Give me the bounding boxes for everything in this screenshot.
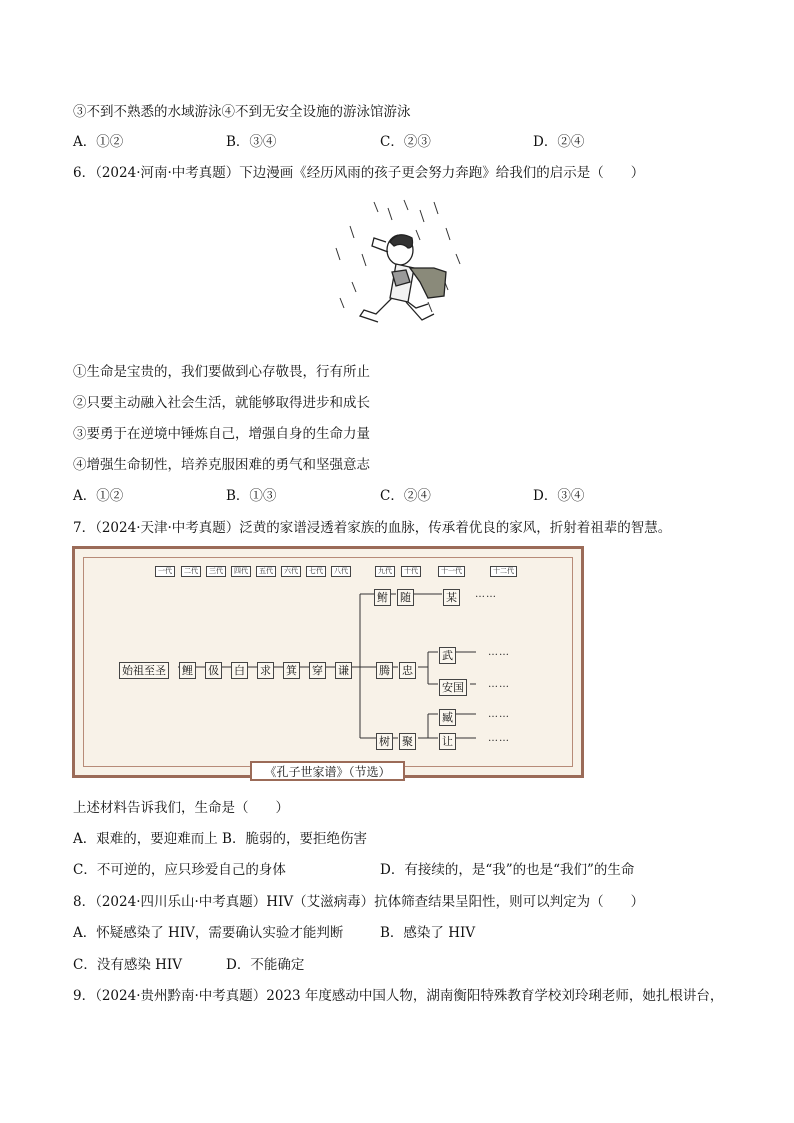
q6-option-d: D．③④	[533, 488, 585, 504]
tree-node-mid-child-2: 安国	[439, 679, 467, 696]
q7-stem: 7．（2024·天津·中考真题）泛黄的家谱浸透着家族的血脉，传承着优良的家风，折射着祖辈的智慧。	[73, 520, 672, 536]
tree-ellipsis-mid-2: ……	[488, 679, 510, 690]
gen-label-1: 一代	[155, 566, 175, 577]
gen-label-4: 四代	[231, 566, 251, 577]
tree-node-mid-child-1: 武	[439, 647, 456, 664]
tree-ellipsis-bot-2: ……	[488, 733, 510, 744]
q7-option-ab: A．艰难的，要迎难而上 B．脆弱的，要拒绝伤害	[73, 831, 367, 847]
q5-option-a: A．①②	[73, 134, 124, 150]
q6-item-4: ④增强生命韧性，培养克服困难的勇气和坚强意志	[73, 457, 370, 473]
tree-node-bot-gen10: 聚	[399, 733, 416, 750]
tree-node-top-gen11: 某	[443, 589, 460, 606]
tree-node-gen2: 鲤	[179, 662, 196, 679]
q7-option-d: D．有接续的，是“我”的也是“我们”的生命	[380, 862, 635, 878]
q5-items-line: ③不到不熟悉的水域游泳④不到无安全设施的游泳馆游泳	[73, 104, 411, 120]
gen-label-3: 三代	[206, 566, 226, 577]
running-child-in-rain-cartoon	[316, 198, 476, 348]
family-tree-caption: 《孔子世家谱》（节选）	[250, 761, 405, 781]
tree-ellipsis-mid-1: ……	[488, 647, 510, 658]
gen-label-12: 十二代	[490, 566, 517, 577]
q6-item-1: ①生命是宝贵的，我们要做到心存敬畏，行有所止	[73, 364, 370, 380]
gen-label-8: 八代	[331, 566, 351, 577]
tree-node-gen3: 伋	[205, 662, 222, 679]
tree-node-mid-gen10: 忠	[399, 662, 416, 679]
tree-node-gen6: 箕	[283, 662, 300, 679]
tree-node-top-gen10: 随	[397, 589, 414, 606]
q6-item-3: ③要勇于在逆境中锤炼自己，增强自身的生命力量	[73, 426, 370, 442]
tree-node-root: 始祖至圣	[119, 662, 169, 679]
q6-option-b: B．①③	[226, 488, 277, 504]
q9-stem: 9．（2024·贵州黔南·中考真题）2023 年度感动中国人物，湖南衡阳特殊教育学校刘玲琍老师，她扎根讲台，	[73, 988, 724, 1004]
tree-node-top-gen9: 鲋	[374, 589, 391, 606]
q6-stem: 6．（2024·河南·中考真题）下边漫画《经历风雨的孩子更会努力奔跑》给我们的启示是（ ）	[73, 165, 645, 181]
gen-label-9: 九代	[375, 566, 395, 577]
tree-node-gen5: 求	[257, 662, 274, 679]
gen-label-6: 六代	[281, 566, 301, 577]
tree-node-bot-child-2: 让	[439, 733, 456, 750]
q6-option-a: A．①②	[73, 488, 124, 504]
q7-option-c: C．不可逆的，应只珍爱自己的身体	[73, 862, 286, 878]
q5-option-d: D．②④	[533, 134, 585, 150]
gen-label-2: 二代	[181, 566, 201, 577]
tree-node-mid-gen9: 腾	[376, 662, 393, 679]
tree-node-bot-gen9: 树	[376, 733, 393, 750]
confucius-family-tree-figure	[72, 546, 584, 778]
q8-option-a: A．怀疑感染了 HIV，需要确认实验才能判断	[73, 925, 344, 941]
q8-option-b: B．感染了 HIV	[380, 925, 476, 941]
q8-option-c: C．没有感染 HIV	[73, 957, 182, 973]
gen-label-5: 五代	[256, 566, 276, 577]
q8-stem: 8．（2024·四川乐山·中考真题）HIV（艾滋病毒）抗体筛查结果呈阳性，则可以判定为（ ）	[73, 894, 645, 910]
tree-node-bot-child-1: 臧	[439, 709, 456, 726]
tree-node-gen4: 白	[231, 662, 248, 679]
tree-node-gen7: 穿	[309, 662, 326, 679]
q5-option-c: C．②③	[380, 134, 431, 150]
q7-lead: 上述材料告诉我们，生命是（ ）	[73, 800, 289, 816]
q5-option-b: B．③④	[226, 134, 277, 150]
q6-option-c: C．②④	[380, 488, 431, 504]
gen-label-7: 七代	[306, 566, 326, 577]
tree-node-gen8: 谦	[335, 662, 352, 679]
gen-label-10: 十代	[401, 566, 421, 577]
gen-label-11: 十一代	[438, 566, 465, 577]
q6-item-2: ②只要主动融入社会生活，就能够取得进步和成长	[73, 395, 370, 411]
tree-ellipsis-top: ……	[475, 589, 497, 600]
q8-option-d: D．不能确定	[226, 957, 305, 973]
tree-ellipsis-bot-1: ……	[488, 709, 510, 720]
